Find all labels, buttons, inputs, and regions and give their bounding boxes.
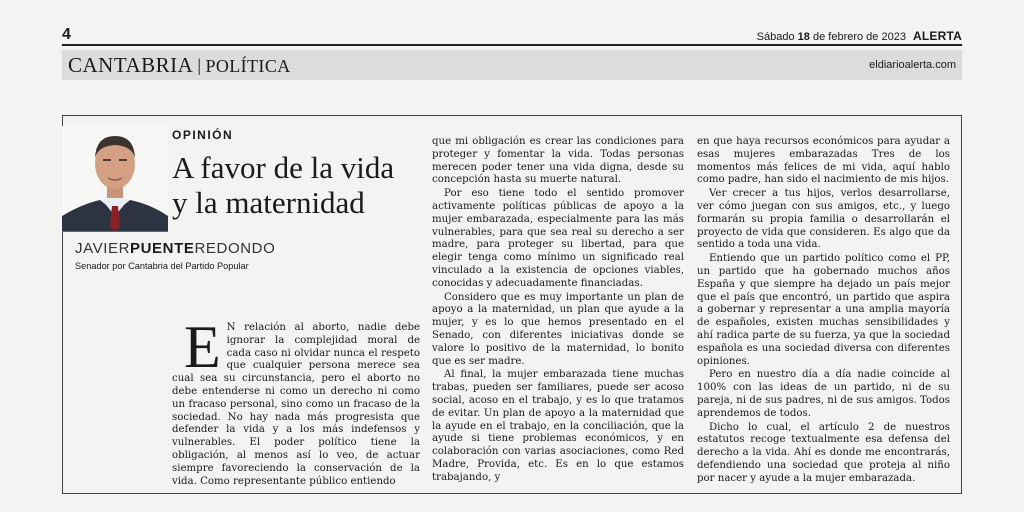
paragraph: en que haya recursos económicos para ayudar a esas mujeres embarazadas Tres de los momentos más felices de mi vida, aquí hablo como padre, han sido el nacimiento de mis hijos. — [697, 136, 950, 186]
paragraph: Entiendo que un partido político como el PP, un partido que ha gobernado muchos años España y que siempre ha dejado un país mejor que el país que encontró, un partido que aspira a gobernar y representar a una amplia mayoría de españoles, existen muchas sensibilidades y ahí radica parte de su fuerza, ya que la sociedad española es una sociedad diversa con diferentes opiniones. — [697, 253, 950, 367]
paragraph: Pero en nuestro día a día nadie coincide al 100% con las ideas de un partido, ni de su pareja, ni de sus padres, ni de sus amigos. Todos aprendemos de todos. — [697, 369, 950, 419]
page-number: 4 — [62, 26, 71, 43]
paper-name: ALERTA — [913, 29, 962, 43]
author-middle-name: PUENTE — [130, 240, 195, 257]
paragraph: N relación al aborto, nadie debe ignorar la complejidad moral de cada caso ni olvidar nunca el respeto que cualquier persona merece sea cual sea su circunstancia, pero el aborto no debe entenderse ni como un derecho ni como un fracaso personal, sino como un fracaso de la sociedad. No hay nada más progresista que defender la vida y a los más indefensos y vulnerables. El poder político tiene la obligación, al menos así lo veo, de actuar siempre favoreciendo la conservación de la vida. Como representante público entiendo — [172, 322, 420, 487]
paragraph: Dicho lo cual, el artículo 2 de nuestros estatutos recoge textualmente esa defensa del derecho a la vida. Ahí es donde me encontrarás, defendiendo una sociedad que proteja al niño por nacer y ayude a la mujer embarazada. — [697, 421, 950, 484]
author-byline — [75, 240, 275, 257]
author-photo — [62, 126, 168, 232]
section-separator: | — [197, 55, 202, 75]
headline-line-1: A favor de la vida — [172, 150, 395, 185]
article-column-1 — [172, 314, 420, 489]
author-last-name: REDONDO — [194, 240, 276, 257]
article-column-2 — [432, 136, 684, 486]
author-role: Senador por Cantabria del Partido Popular — [75, 261, 249, 271]
section-name: CANTABRIA — [68, 53, 194, 77]
section-band — [62, 50, 962, 80]
section-title — [68, 53, 291, 78]
website: eldiarioalerta.com — [869, 59, 956, 71]
paragraph: Considero que es muy importante un plan de apoyo a la maternidad, un plan que ayude a la mujer, y es lo que hemos presentado en el Senado, con diferentes iniciativas donde se valore lo positivo de la maternidad, lo bonito que es ser madre. — [432, 291, 684, 367]
top-rule — [62, 44, 962, 46]
day-name: Sábado — [756, 31, 795, 43]
dateline — [757, 29, 962, 43]
article-headline — [172, 150, 422, 220]
author-first-name: JAVIER — [75, 240, 131, 257]
headline-line-2: y la maternidad — [172, 185, 365, 220]
drop-cap: E — [184, 314, 221, 380]
paragraph: Por eso tiene todo el sentido promover activamente políticas públicas de apoyo a la mujer embarazada, especialmente para las más vulnerables, para que sea real su derecho a ser madre, para proteger su libertad, para que elegir tenga como mínimo un significado real vinculado a la existencia de opciones viables, conocidas y adecuadamente financiadas. — [432, 188, 684, 289]
article-column-3 — [697, 136, 950, 487]
date-rest: de febrero de 2023 — [812, 31, 906, 43]
paragraph: Al final, la mujer embarazada tiene muchas trabas, pueden ser familiares, puede ser acoso social, acoso en el trabajo, y es lo que tratamos de evitar. Un plan de apoyo a la maternidad que la ayude en el trabajo, en la conciliación, que la ayude si tiene problemas económicos, y en colaboración con varias asociaciones, como Red Madre, Provida, etc. Es en lo que estamos trabajando, y — [432, 369, 684, 483]
article-kicker: OPINIÓN — [172, 128, 234, 142]
day-number: 18 — [797, 31, 810, 43]
paragraph: que mi obligación es crear las condiciones para proteger y fomentar la vida. Todas personas merecen poder tener una vida digna, desde su concepción hasta su muerte natural. — [432, 136, 684, 186]
subsection-name: POLÍTICA — [205, 56, 291, 76]
paragraph: Ver crecer a tus hijos, verlos desarrollarse, ver cómo juegan con sus amigos, etc., y luego formarán su propia familia o desarrollarán el proyecto de vida que consideren. Es algo que da sentido a toda una vida. — [697, 188, 950, 251]
